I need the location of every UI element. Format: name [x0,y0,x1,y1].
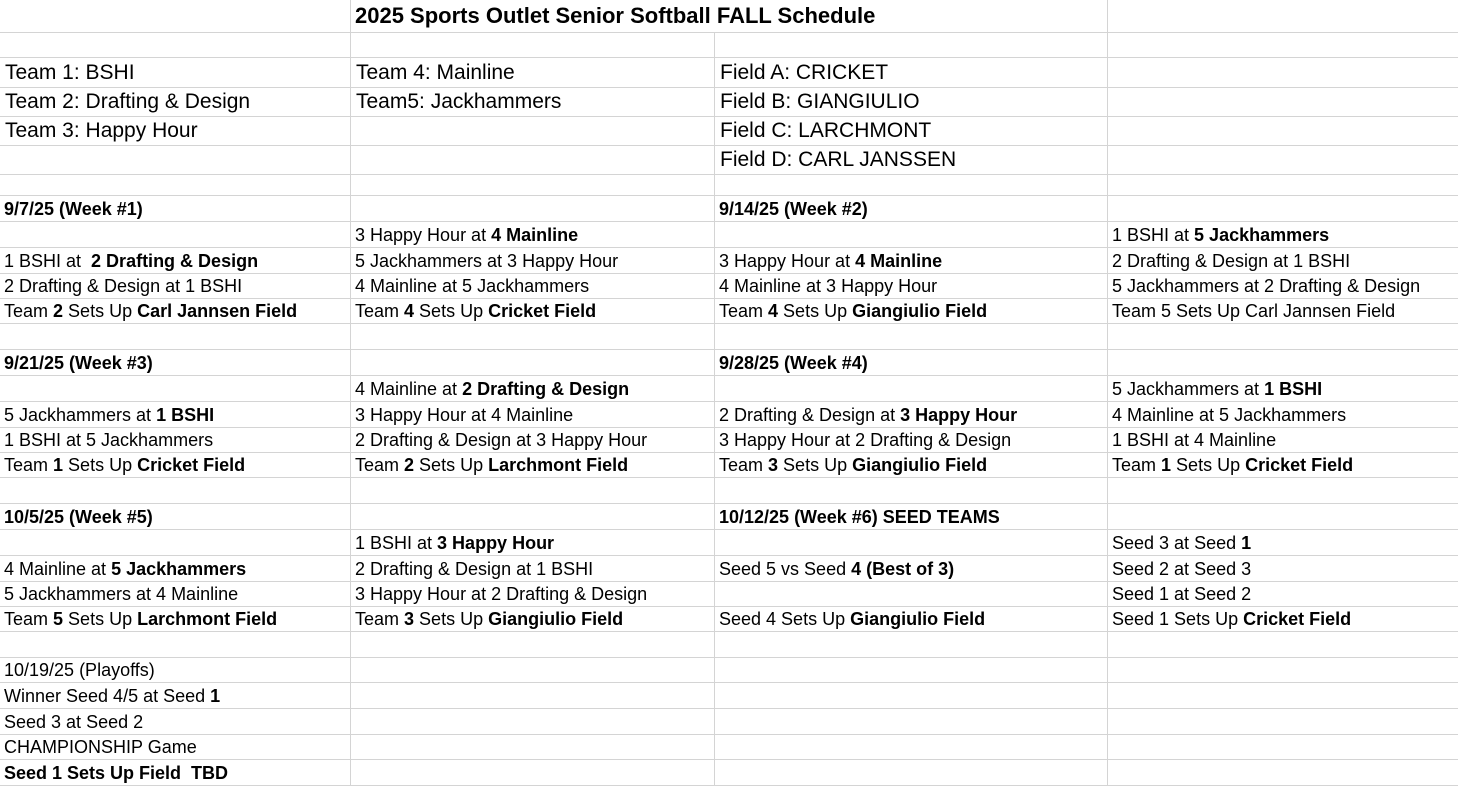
cell-text [4,559,246,580]
cell-r26-c1[interactable] [0,683,351,709]
cell-text: 3 Happy Hour at 2 Drafting & Design [719,430,1012,450]
bold-run: 5 Jackhammers [1194,225,1330,245]
bold-run: 10/12/25 (Week #6) SEED TEAMS [719,507,1000,527]
cell-r25-c2[interactable] [351,658,715,683]
cell-r27-c3[interactable] [715,709,1108,735]
cell-r20-c3[interactable] [715,530,1108,556]
cell-r23-c1[interactable] [0,607,351,632]
cell-r7-c2[interactable] [351,196,715,222]
cell-r1-c1[interactable] [0,33,351,58]
cell-r16-c3[interactable] [715,428,1108,453]
text-run: Sets Up [63,301,138,321]
title-cell-right[interactable] [1108,0,1458,33]
bold-run: 1 [1161,455,1172,475]
bold-run: 4 [768,301,779,321]
cell-text [719,455,987,476]
cell-text: 1 BSHI at 4 Mainline [1112,430,1277,450]
cell-r21-c4[interactable] [1108,556,1458,582]
cell-r19-c3[interactable] [715,504,1108,530]
cell-r14-c2[interactable] [351,376,715,402]
cell-r20-c2[interactable] [351,530,715,556]
cell-r9-c2[interactable] [351,248,715,274]
cell-r26-c3[interactable] [715,683,1108,709]
text-run: Team [1112,455,1162,475]
cell-r8-c4[interactable] [1108,222,1458,248]
text-run: 5 Jackhammers at [1112,379,1265,399]
cell-r24-c3[interactable] [715,632,1108,658]
cell-text [719,251,942,272]
cell-text: Seed 2 at Seed 3 [1112,559,1252,579]
text-run: 4 Mainline at [4,559,112,579]
cell-text: 10/19/25 (Playoffs) [4,660,155,680]
cell-r6-c4[interactable] [1108,175,1458,196]
cell-r6-c2[interactable] [351,175,715,196]
cell-r1-c4[interactable] [1108,33,1458,58]
cell-text [4,609,277,630]
cell-r18-c4[interactable] [1108,478,1458,504]
cell-text: Team 1: BSHI [5,61,135,84]
text-run: Team [719,301,769,321]
bold-run: 9/21/25 (Week #3) [4,353,153,373]
text-run: Sets Up [414,609,489,629]
cell-r23-c3[interactable] [715,607,1108,632]
cell-r21-c3[interactable] [715,556,1108,582]
cell-r7-c1[interactable] [0,196,351,222]
cell-text [4,353,153,374]
cell-r5-c2[interactable] [351,146,715,175]
cell-text [719,559,954,580]
cell-r10-c4[interactable] [1108,274,1458,299]
cell-r24-c1[interactable] [0,632,351,658]
cell-text [4,301,297,322]
cell-r16-c4[interactable] [1108,428,1458,453]
text-run: 1 BSHI at [4,251,92,271]
cell-r25-c1[interactable] [0,658,351,683]
bold-run: 3 [404,609,415,629]
cell-r16-c1[interactable] [0,428,351,453]
cell-text: Field B: GIANGIULIO [720,90,920,113]
cell-text [719,301,987,322]
cell-r5-c3[interactable] [715,146,1108,175]
bold-run: Carl Jannsen Field [137,301,298,321]
cell-text [1112,225,1329,246]
cell-r28-c4[interactable] [1108,735,1458,760]
cell-r28-c1[interactable] [0,735,351,760]
bold-run: Larchmont Field [137,609,278,629]
cell-text: Team 2: Drafting & Design [5,90,251,113]
cell-r10-c1[interactable] [0,274,351,299]
cell-text [4,199,143,220]
cell-r3-c3[interactable] [715,88,1108,117]
cell-r9-c4[interactable] [1108,248,1458,274]
cell-r2-c3[interactable] [715,58,1108,88]
cell-r11-c2[interactable] [351,299,715,324]
cell-text: 4 Mainline at 5 Jackhammers [355,276,590,296]
text-run: Sets Up [778,455,853,475]
cell-text: 3 Happy Hour at 4 Mainline [355,405,574,425]
cell-r24-c2[interactable] [351,632,715,658]
bold-run: Cricket Field [488,301,597,321]
cell-r26-c2[interactable] [351,683,715,709]
text-run: Seed 5 vs Seed [719,559,852,579]
text-run: Seed 3 at Seed [1112,533,1242,553]
bold-run: Cricket Field [1243,609,1352,629]
cell-r28-c2[interactable] [351,735,715,760]
cell-r17-c1[interactable] [0,453,351,478]
text-run: 2 Drafting & Design at [719,405,901,425]
cell-r12-c1[interactable] [0,324,351,350]
cell-text: CHAMPIONSHIP Game [4,737,197,757]
cell-text [4,763,228,784]
cell-r19-c4[interactable] [1108,504,1458,530]
bold-run: 1 BSHI [156,405,215,425]
cell-text [719,507,1000,528]
cell-r25-c3[interactable] [715,658,1108,683]
cell-r5-c1[interactable] [0,146,351,175]
cell-r12-c3[interactable] [715,324,1108,350]
cell-r26-c4[interactable] [1108,683,1458,709]
text-run: Team [4,455,54,475]
cell-r29-c1[interactable] [0,760,351,786]
cell-r14-c1[interactable] [0,376,351,402]
cell-text: 1 BSHI at 5 Jackhammers [4,430,214,450]
cell-text: 4 Mainline at 5 Jackhammers [1112,405,1347,425]
cell-text: 3 Happy Hour at 2 Drafting & Design [355,584,648,604]
cell-r8-c1[interactable] [0,222,351,248]
cell-text [355,533,554,554]
bold-run: 10/5/25 (Week #5) [4,507,153,527]
cell-r1-c2[interactable] [351,33,715,58]
cell-text [4,251,258,272]
title-cell-left[interactable] [0,0,351,33]
bold-run: 4 [404,301,415,321]
text-run: Team [719,455,769,475]
bold-run: Seed 1 Sets Up Field TBD [4,763,229,783]
cell-r4-c2[interactable] [351,117,715,146]
cell-text [355,225,578,246]
cell-r19-c1[interactable] [0,504,351,530]
cell-r9-c1[interactable] [0,248,351,274]
bold-run: Giangiulio Field [850,609,986,629]
bold-run: 9/28/25 (Week #4) [719,353,868,373]
bold-run: 2 Drafting & Design [462,379,630,399]
bold-run: 2 [404,455,415,475]
cell-text: 2 Drafting & Design at 1 BSHI [1112,251,1351,271]
cell-r15-c3[interactable] [715,402,1108,428]
bold-run: 3 [768,455,779,475]
bold-run: 4 (Best of 3) [851,559,955,579]
cell-r21-c1[interactable] [0,556,351,582]
cell-text [1112,533,1251,554]
cell-text: 5 Jackhammers at 3 Happy Hour [355,251,619,271]
cell-r10-c3[interactable] [715,274,1108,299]
cell-r17-c3[interactable] [715,453,1108,478]
cell-r20-c4[interactable] [1108,530,1458,556]
bold-run: 4 Mainline [855,251,943,271]
cell-r27-c2[interactable] [351,709,715,735]
cell-text: 2 Drafting & Design at 1 BSHI [4,276,243,296]
cell-r12-c2[interactable] [351,324,715,350]
text-run: Sets Up [778,301,853,321]
cell-text [355,379,629,400]
cell-r27-c1[interactable] [0,709,351,735]
cell-text: Team 5 Sets Up Carl Jannsen Field [1112,301,1396,321]
cell-r11-c4[interactable] [1108,299,1458,324]
cell-r17-c4[interactable] [1108,453,1458,478]
cell-text [4,405,214,426]
bold-run: Giangiulio Field [852,455,988,475]
bold-run: 1 [53,455,64,475]
cell-r22-c4[interactable] [1108,582,1458,607]
cell-text: Team 4: Mainline [356,61,515,84]
cell-r13-c3[interactable] [715,350,1108,376]
cell-r18-c2[interactable] [351,478,715,504]
cell-text [355,301,596,322]
text-run: Sets Up [414,455,489,475]
bold-run: Cricket Field [1245,455,1354,475]
bold-run: 1 [210,686,221,706]
cell-r22-c2[interactable] [351,582,715,607]
text-run: 3 Happy Hour at [355,225,492,245]
cell-text [1112,379,1322,400]
cell-r2-c1[interactable] [0,58,351,88]
cell-r12-c4[interactable] [1108,324,1458,350]
cell-text: 2 Drafting & Design at 3 Happy Hour [355,430,648,450]
bold-run: Larchmont Field [488,455,629,475]
cell-r18-c1[interactable] [0,478,351,504]
cell-r6-c1[interactable] [0,175,351,196]
cell-text [355,455,628,476]
cell-r3-c1[interactable] [0,88,351,117]
cell-r4-c1[interactable] [0,117,351,146]
cell-r5-c4[interactable] [1108,146,1458,175]
cell-r20-c1[interactable] [0,530,351,556]
cell-text: 4 Mainline at 3 Happy Hour [719,276,938,296]
cell-text: 2 Drafting & Design at 1 BSHI [355,559,594,579]
cell-r22-c3[interactable] [715,582,1108,607]
cell-r13-c4[interactable] [1108,350,1458,376]
cell-text: Seed 1 at Seed 2 [1112,584,1252,604]
cell-r2-c4[interactable] [1108,58,1458,88]
cell-r23-c2[interactable] [351,607,715,632]
text-run: Sets Up [63,609,138,629]
cell-r15-c4[interactable] [1108,402,1458,428]
cell-r11-c3[interactable] [715,299,1108,324]
cell-r16-c2[interactable] [351,428,715,453]
cell-r19-c2[interactable] [351,504,715,530]
cell-r27-c4[interactable] [1108,709,1458,735]
cell-r4-c3[interactable] [715,117,1108,146]
cell-text: 5 Jackhammers at 2 Drafting & Design [1112,276,1421,296]
bold-run: 4 Mainline [491,225,579,245]
cell-text: Field C: LARCHMONT [720,119,932,142]
bold-run: 1 BSHI [1264,379,1323,399]
text-run: 3 Happy Hour at [719,251,856,271]
bold-run: Giangiulio Field [852,301,988,321]
cell-text: Team5: Jackhammers [356,90,562,113]
text-run: Sets Up [1171,455,1246,475]
cell-text [4,507,153,528]
cell-text: Field A: CRICKET [720,61,889,84]
cell-r15-c1[interactable] [0,402,351,428]
bold-run: 3 Happy Hour [437,533,555,553]
bold-run: 5 [53,609,64,629]
cell-r14-c4[interactable] [1108,376,1458,402]
text-run: Seed 1 Sets Up [1112,609,1244,629]
cell-r7-c4[interactable] [1108,196,1458,222]
text-run: Team [355,301,405,321]
cell-r24-c4[interactable] [1108,632,1458,658]
cell-text [1112,455,1353,476]
bold-run: 2 [53,301,64,321]
cell-r25-c4[interactable] [1108,658,1458,683]
text-run: Winner Seed 4/5 at Seed [4,686,211,706]
text-run: Team [4,609,54,629]
cell-text: Field D: CARL JANSSEN [720,148,957,171]
text-run: Team [355,609,405,629]
cell-text [355,609,623,630]
bold-run: 9/14/25 (Week #2) [719,199,868,219]
cell-r21-c2[interactable] [351,556,715,582]
text-run: Team [4,301,54,321]
cell-r29-c3[interactable] [715,760,1108,786]
cell-r8-c2[interactable] [351,222,715,248]
cell-r11-c1[interactable] [0,299,351,324]
cell-r7-c3[interactable] [715,196,1108,222]
cell-text [1112,609,1351,630]
text-run: 4 Mainline at [355,379,463,399]
cell-text [4,455,245,476]
cell-r4-c4[interactable] [1108,117,1458,146]
cell-r3-c4[interactable] [1108,88,1458,117]
cell-r23-c4[interactable] [1108,607,1458,632]
cell-r9-c3[interactable] [715,248,1108,274]
cell-text: Team 3: Happy Hour [5,119,198,142]
cell-r29-c2[interactable] [351,760,715,786]
cell-r14-c3[interactable] [715,376,1108,402]
text-run: Team [355,455,405,475]
cell-r3-c2[interactable] [351,88,715,117]
cell-r10-c2[interactable] [351,274,715,299]
bold-run: 3 Happy Hour [900,405,1018,425]
text-run: Sets Up [414,301,489,321]
cell-text: Seed 3 at Seed 2 [4,712,144,732]
cell-r28-c3[interactable] [715,735,1108,760]
text-run: Sets Up [63,455,138,475]
cell-r17-c2[interactable] [351,453,715,478]
bold-run: 2 Drafting & Design [91,251,259,271]
cell-r29-c4[interactable] [1108,760,1458,786]
bold-run: 1 [1241,533,1252,553]
cell-text [4,686,220,707]
cell-text [719,199,868,220]
cell-r13-c2[interactable] [351,350,715,376]
bold-run: 9/7/25 (Week #1) [4,199,143,219]
text-run: Seed 4 Sets Up [719,609,851,629]
bold-run: Cricket Field [137,455,246,475]
cell-text [719,609,985,630]
cell-r1-c3[interactable] [715,33,1108,58]
cell-r6-c3[interactable] [715,175,1108,196]
cell-r22-c1[interactable] [0,582,351,607]
cell-text [719,405,1017,426]
bold-run: 5 Jackhammers [111,559,247,579]
cell-r18-c3[interactable] [715,478,1108,504]
cell-r15-c2[interactable] [351,402,715,428]
sheet-title[interactable]: 2025 Sports Outlet Senior Softball FALL Schedule [351,0,1108,33]
text-run: 1 BSHI at [1112,225,1195,245]
text-run: 1 BSHI at [355,533,438,553]
cell-r2-c2[interactable] [351,58,715,88]
bold-run: Giangiulio Field [488,609,624,629]
cell-text: 5 Jackhammers at 4 Mainline [4,584,239,604]
text-run: 5 Jackhammers at [4,405,157,425]
cell-r8-c3[interactable] [715,222,1108,248]
cell-r13-c1[interactable] [0,350,351,376]
cell-text [719,353,868,374]
